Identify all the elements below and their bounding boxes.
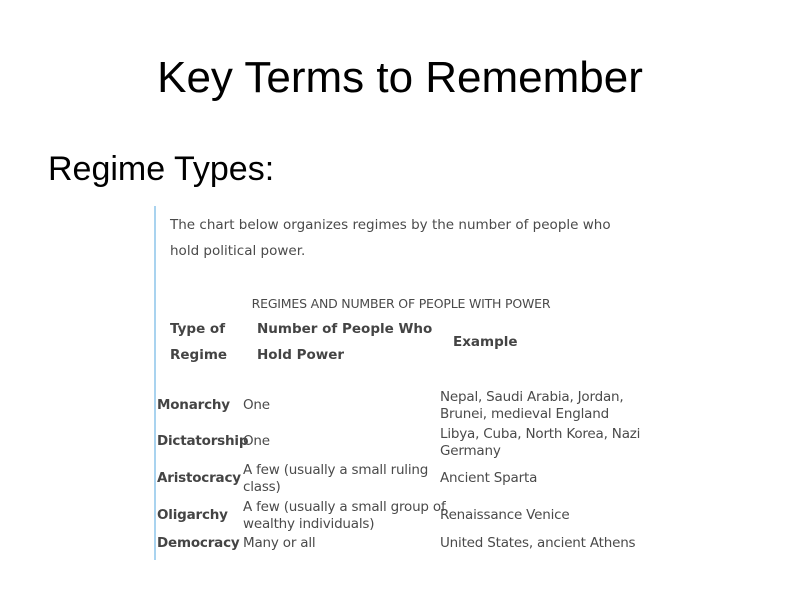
header-type-of-regime bbox=[170, 316, 240, 368]
row-type: Oligarchy bbox=[157, 507, 228, 523]
intro-line-2: hold political power. bbox=[170, 243, 306, 259]
row-number: Many or all bbox=[243, 535, 316, 551]
row-number: One bbox=[243, 433, 270, 449]
row-type: Dictatorship bbox=[157, 433, 249, 449]
slide-subtitle: Regime Types: bbox=[48, 150, 275, 188]
row-type: Democracy bbox=[157, 535, 240, 551]
row-type: Aristocracy bbox=[157, 470, 241, 486]
table-caption: REGIMES AND NUMBER OF PEOPLE WITH POWER bbox=[251, 296, 551, 311]
intro-text bbox=[170, 212, 630, 264]
row-type: Monarchy bbox=[157, 397, 230, 413]
row-number: One bbox=[243, 397, 270, 413]
textbook-excerpt bbox=[154, 206, 646, 560]
row-example: Ancient Sparta bbox=[440, 470, 538, 486]
row-number: A few (usually a small ruling class) bbox=[243, 462, 429, 495]
header-number-line-2: Hold Power bbox=[257, 347, 345, 363]
intro-line-1: The chart below organizes regimes by the number of people who bbox=[170, 217, 611, 233]
header-type-line-2: Regime bbox=[170, 347, 228, 363]
row-example: United States, ancient Athens bbox=[440, 535, 636, 551]
row-number: A few (usually a small group of wealthy individuals) bbox=[243, 499, 446, 532]
row-example: Renaissance Venice bbox=[440, 507, 570, 523]
slide-title: Key Terms to Remember bbox=[157, 53, 643, 102]
row-example: Libya, Cuba, North Korea, Nazi Germany bbox=[440, 426, 641, 459]
header-example: Example bbox=[453, 334, 518, 350]
header-number-line-1: Number of People Who bbox=[257, 321, 433, 337]
header-type-line-1: Type of bbox=[170, 321, 226, 337]
header-number-of-people bbox=[257, 316, 437, 368]
row-example: Nepal, Saudi Arabia, Jordan, Brunei, medieval England bbox=[440, 389, 624, 422]
